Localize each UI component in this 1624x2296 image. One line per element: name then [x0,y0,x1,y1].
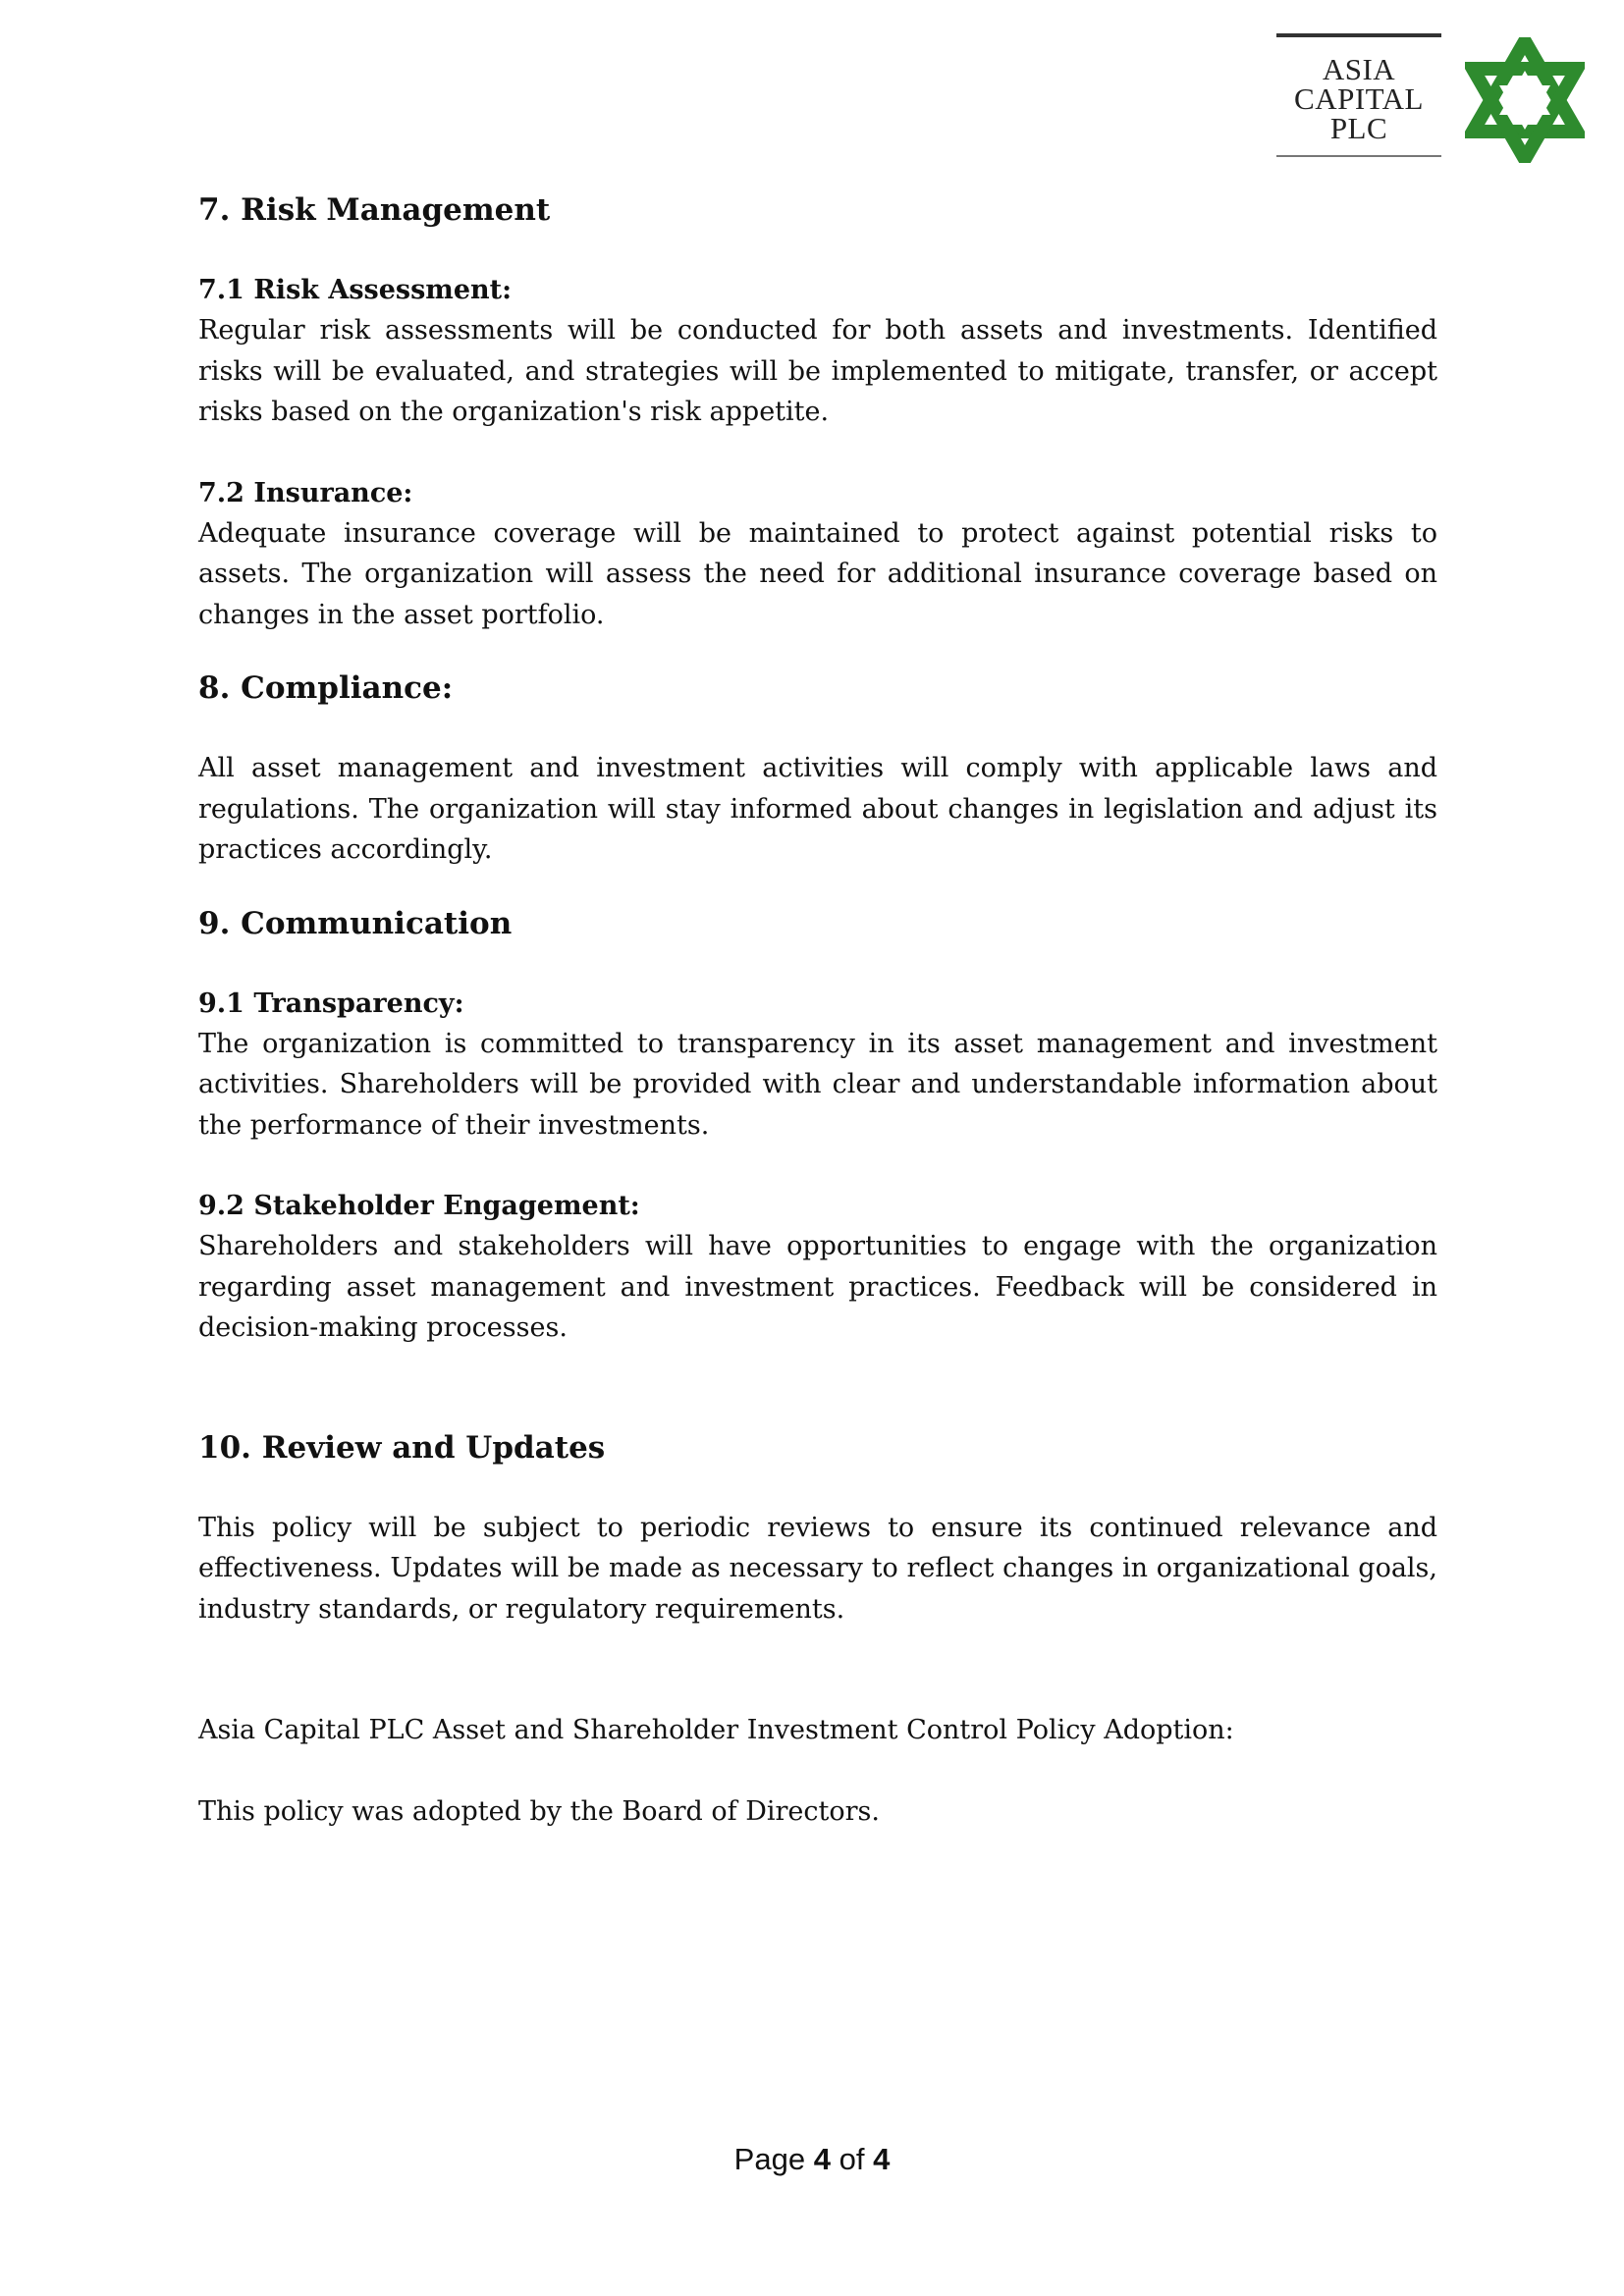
section-9-2-text: Shareholders and stakeholders will have opportunities to engage with the organization regarding asset management and investment practices. Feedback will be considered in decision-making processes. [198,1231,1437,1343]
logo-line-2: CAPITAL [1294,81,1424,116]
section-8-text: All asset management and investment activities will comply with applicable laws and regulations. The organization will stay informed about changes in legislation and adjust its practices accordingly. [198,753,1437,865]
section-9-2-heading: 9.2 Stakeholder Engagement: [198,1191,640,1221]
section-10-text: This policy will be subject to periodic reviews to ensure its continued relevance and effectiveness. Updates will be made as necessary to reflect changes in organizational goals, industry standards, or regulatory requirements. [198,1512,1437,1625]
section-7-2-text: Adequate insurance coverage will be maintained to protect against potential risks to assets. The organization will assess the need for additional insurance coverage based on changes in the asset portfolio. [198,517,1437,630]
page-word: Page [733,2142,806,2176]
current-page-number: 4 [813,2142,831,2176]
adoption-statement: This policy was adopted by the Board of Directors. [198,1795,880,1827]
section-9-1-heading: 9.1 Transparency: [198,988,464,1019]
section-7-1-heading: 7.1 Risk Assessment: [198,275,513,305]
logo-line-1: ASIA [1322,52,1396,86]
adoption-heading: Asia Capital PLC Asset and Shareholder Investment Control Policy Adoption: [198,1715,1234,1745]
of-word: of [839,2142,865,2176]
company-logo [1276,29,1591,167]
total-pages-number: 4 [873,2142,891,2176]
logo-line-3: PLC [1329,111,1388,145]
section-10-heading: 10. Review and Updates [198,1429,606,1466]
logo-wordmark [1276,33,1441,157]
section-8-heading: 8. Compliance: [198,670,454,706]
document-body [198,191,1437,1832]
section-7-1-text: Regular risk assessments will be conducted for both assets and investments. Identified risks will be evaluated, and strategies will be implemented to mitigate, transfer, or accept risks based on the organization's risk appetite. [198,315,1437,427]
section-9-1-text: The organization is committed to transparency in its asset management and investment activities. Shareholders will be provided with clear and understandable information about the performance of their investments. [198,1028,1437,1141]
section-7-2-heading: 7.2 Insurance: [198,477,413,508]
star-of-david-icon [1465,37,1585,163]
page-footer [0,2140,1624,2179]
section-9-heading: 9. Communication [198,905,513,941]
section-7-heading: 7. Risk Management [198,192,551,228]
